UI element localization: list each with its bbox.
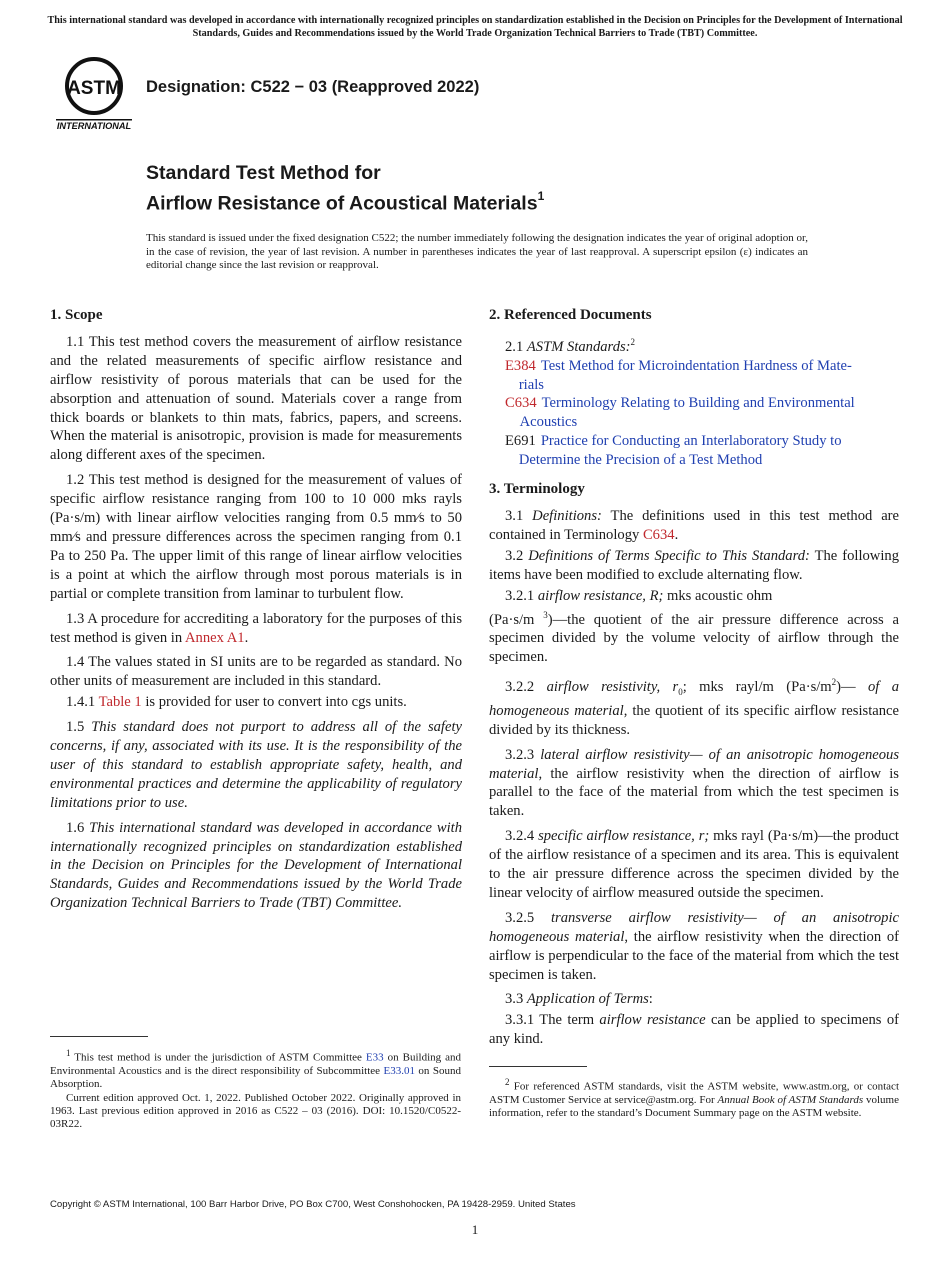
footnote-1-edition: Current edition approved Oct. 1, 2022. Published October 2022. Originally approved in 1963. Last previous edition approved in 2016 as C522 – 03 (2016). DOI: 10.1520/C0522-03R22. [50,1091,461,1131]
para-3-2-text: The following items have been modified to exclude alternating flow. [489,547,899,583]
para-3-2-2-qual: of a homogeneous material [489,678,899,719]
title-line-2-text: Airflow Resistance of Acoustical Materials [146,192,538,215]
para-3-2-5-term: transverse airflow resistivity— of an anisotropic homogeneous material [489,909,899,945]
tbt-banner: This international standard was developed in accordance with internationally recognized principles on standardization established in the Decision on Principles for the Development of International Standards, Guides and Recommendations issued by the World Trade Organization Technical Barriers to Trade (TBT) Committee. [47,15,903,39]
footnote-1-para [50,1047,461,1092]
para-3-2-1 [489,587,899,667]
para-1-4-1 [50,693,462,712]
para-3-2-1-sup: 3 [543,609,548,620]
section-scope-heading: 1. Scope [50,307,103,323]
para-3-2-1-num: 3.2.1 [505,587,538,604]
para-3-2 [489,547,899,585]
para-3-1-label: Definitions: [532,508,602,525]
footnote-2-text-a: For referenced ASTM standards, visit the ASTM website, www.astm.org, or contact ASTM Customer Service at service@astm.org. For [489,1080,899,1106]
c634-link[interactable]: C634 [642,526,675,543]
para-3-2-2-sup: 2 [831,677,837,688]
para-3-2-2-sub: 0 [678,686,683,697]
astm-standards-label: ASTM Standards: [526,338,631,355]
para-3-1-num: 3.1 [505,508,533,525]
para-3-2-5 [489,909,899,985]
para-1-4-1-text: is provided for user to convert into cgs units. [141,694,407,711]
title-line-1: Standard Test Method for [146,162,381,184]
para-2-1-num: 2.1 [505,338,527,355]
section-refdocs-heading: 2. Referenced Documents [489,307,652,323]
para-3-2-2-dash: )— [836,678,868,695]
ref-e384[interactable] [489,357,899,395]
footnote-1-text-c: on Sound Absorption. [50,1064,461,1091]
footnote-rule-right [489,1066,587,1067]
para-3-1-text: The definitions used in this test method are contained in Terminology [489,508,900,543]
footnote-2-text-b: volume information, refer to the standard’s Document Summary page on the ASTM website. [489,1093,899,1120]
para-3-2-4-term: specific airflow resistance, r; [538,828,710,845]
footnote-1 [50,1047,461,1131]
footnote-2-number: 2 [505,1077,510,1087]
page-number: 1 [471,1222,479,1237]
ref-title-line-2[interactable]: Determine the Precision of a Test Method [518,452,763,469]
para-1-4: 1.4 The values stated in SI units are to be regarded as standard. No other units of measurement are included in this standard. [50,654,462,690]
ref-title-line-2[interactable]: Acoustics [519,414,578,431]
para-1-1: 1.1 This test method covers the measurement of airflow resistance and the related measurements of specific airflow resistance and airflow resistivity of porous materials that can be used for the absorption and attenuation of sound. Materials cover a range from thick boards or blankets to thin mats, fabrics, papers, and screens. When the material is anisotropic, provision is made for measurements along different axes of the specimen. [50,333,462,464]
para-1-5-num: 1.5 [66,719,92,736]
para-3-3-1-num: 3.3.1 The term [505,1012,600,1029]
para-3-3-1-term: airflow resistance [599,1012,706,1029]
page-title [146,161,544,217]
para-3-2-4 [489,827,899,903]
para-1-6 [50,819,462,914]
ref-title-line-2[interactable]: rials [518,376,544,393]
astm-logo [54,56,134,132]
para-3-2-4-text: mks rayl (Pa·s/m)—the product of the airflow resistance of a specimen and its area. This is equivalent to the air pressure difference across the specimen divided by the linear velocity of airflow measured outside the specimen. [489,828,899,901]
para-3-3-1-text: can be applied to specimens of any kind. [489,1012,900,1048]
section-terminology-heading: 3. Terminology [489,481,585,498]
para-3-2-1-unit-b: (Pa·s/m [489,611,544,628]
para-3-2-5-text: , the airflow resistivity when the direction of airflow is perpendicular to the face of the material from which the test specimen is taken. [489,928,900,983]
para-3-2-1-text: )—the quotient of the air pressure difference across a specimen divided by the volume velocity of airflow through the specimen. [489,611,899,666]
para-3-2-1-term: airflow resistance, R; [537,587,664,604]
para-1-3-end: . [244,629,249,646]
para-3-2-2-text: , the quotient of its specific airflow resistance divided by its thickness. [489,702,899,738]
para-3-2-2-unit: ; mks rayl/m (Pa·s/m [682,678,832,695]
astm-logo-subtext: INTERNATIONAL [56,121,132,131]
para-1-4-1-num: 1.4.1 [66,694,99,711]
designation: Designation: C522 − 03 (Reapproved 2022) [146,78,480,96]
para-3-3-label: Application of Terms [526,991,649,1008]
e33-01-link[interactable]: E33.01 [383,1064,415,1077]
para-1-3 [50,610,462,648]
para-3-3 [489,990,899,1009]
ref-title-line-1[interactable]: Practice for Conducting an Interlaboratory Study to [540,433,842,450]
para-3-2-2-num: 3.2.2 [505,678,547,695]
para-2-1 [489,333,899,357]
para-1-2: 1.2 This test method is designed for the measurement of values of specific airflow resistance ranging from 100 to 10 000 mks rayls (Pa·s/m) with linear airflow velocities ranging from 0.5 mm⁄s to 50 mm⁄s and pressure differences across the specimen ranging from 0.1 Pa to 250 Pa. The upper limit of this range of linear airflow velocities is a point at which the airflow through most porous materials is in partial or complete transition from laminar to turbulent flow. [50,472,462,602]
para-3-2-3-num: 3.2.3 [505,746,541,763]
para-3-2-label: Definitions of Terms Specific to This Standard: [528,547,810,564]
issuance-note: This standard is issued under the fixed designation C522; the number immediately following the designation indicates the year of original adoption or, in the case of revision, the year of last revision. A number in parentheses indicates the year of last reapproval. A superscript epsilon (ε) indicates an editorial change since the last revision or reapproval. [146,232,808,271]
footnote-rule-left [50,1036,148,1037]
para-1-3-text: 1.3 A procedure for accrediting a laboratory for the purposes of this test method is given in [50,610,462,646]
para-3-2-3 [489,746,899,822]
footnote-2-para [489,1076,899,1121]
footnote-2-mark[interactable]: 2 [630,336,636,347]
para-3-2-3-term: lateral airflow resistivity— of an anisotropic homogeneous material [489,746,899,782]
para-3-3-1 [489,1011,899,1049]
footnote-1-text-b: on Building and Environmental Acoustics and is the direct responsibility of Subcommittee [50,1051,462,1077]
ref-code[interactable]: E384 [505,357,536,374]
para-3-2-2-term: airflow resistivity, r [546,678,679,695]
footnote-2 [489,1076,899,1121]
para-1-6-text: This international standard was developed in accordance with internationally recognized principles on standardization established in the Decision on Principles for the Development of International Standards, Guides and Recommendations issued by the World Trade Organization Technical Barriers to Trade (TBT) Committee. [50,819,463,912]
para-3-2-3-text: , the airflow resistivity when the direction of airflow is parallel to the face of the material from which the test specimen is taken. [489,765,899,820]
title-line-2 [146,186,544,217]
para-1-5 [50,718,462,813]
para-3-2-num: 3.2 [505,547,529,564]
ref-e691[interactable] [489,432,899,470]
para-3-3-colon: : [648,991,653,1008]
right-column [489,306,899,1055]
annex-a1-link[interactable]: Annex A1 [185,629,245,646]
para-1-5-text: This standard does not purport to address all of the safety concerns, if any, associated with its use. It is the responsibility of the user of this standard to establish appropriate safety, health, and environmental practices and determine the applicability of regulatory limitations prior to use. [50,719,462,811]
footnote-1-mark: 1 [66,1048,71,1058]
footnote-1-text-a: This test method is under the jurisdiction of ASTM Committee [70,1051,366,1064]
para-3-2-5-num: 3.2.5 [505,909,551,926]
left-column [50,306,462,919]
footnote-2-italic: Annual Book of ASTM Standards [717,1093,864,1106]
title-footnote-mark[interactable]: 1 [537,189,545,203]
para-3-2-1-unit: mks acoustic ohm [663,587,773,604]
para-3-1 [489,507,899,545]
ref-title-line-1[interactable]: Test Method for Microindentation Hardness of Mate- [540,357,852,374]
ref-title-line-1[interactable]: Terminology Relating to Building and Environmental [541,395,855,412]
para-3-2-2 [489,673,899,739]
table-1-link[interactable]: Table 1 [98,694,142,711]
ref-c634[interactable] [489,394,899,432]
para-1-6-num: 1.6 [66,819,90,836]
astm-logo-text: ASTM [67,78,121,99]
ref-code[interactable]: C634 [505,395,537,412]
para-3-3-num: 3.3 [505,991,527,1008]
e33-link[interactable]: E33 [365,1051,384,1064]
ref-code: E691 [505,433,536,450]
para-3-1-end: . [674,526,679,543]
copyright: Copyright © ASTM International, 100 Barr Harbor Drive, PO Box C700, West Conshohocken, PA 19428-2959. United States [50,1199,576,1210]
para-3-2-4-num: 3.2.4 [505,828,539,845]
